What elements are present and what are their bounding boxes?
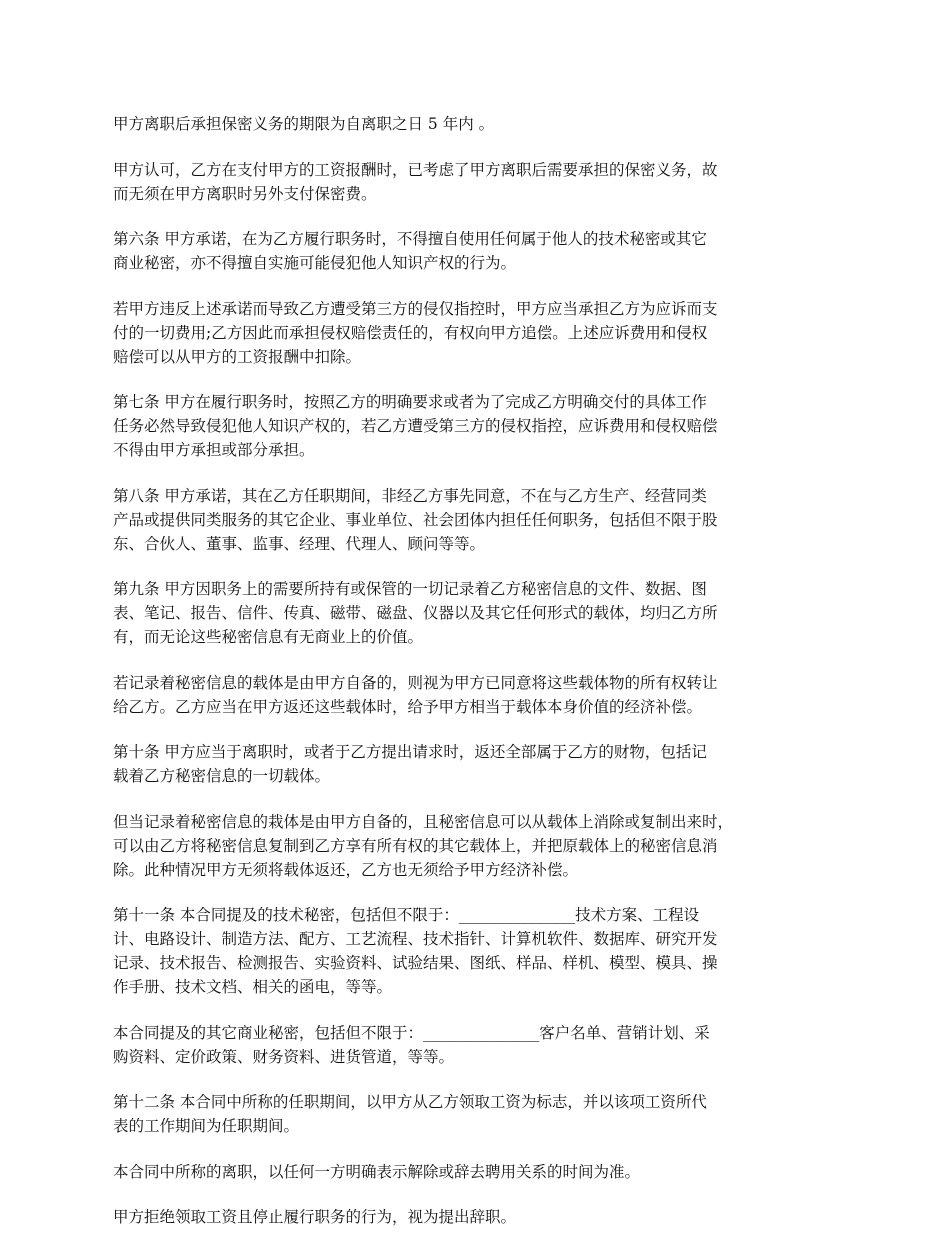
paragraph-infringement-liability: 若甲方违反上述承诺而导致乙方遭受第三方的侵仅指控时，甲方应当承担乙方为应诉而支 付的一切费用;乙方因此而承担侵权赔偿责任的，有权向甲方追偿。上述应诉费用和侵权 赔偿可以从甲方的工资报酬中扣除。: [113, 299, 718, 366]
paragraph-confidentiality-fee: 甲方认可，乙方在支付甲方的工资报酬时，已考虑了甲方离职后需要承担的保密义务，故 而无须在甲方离职时另外支付保密费。: [113, 160, 718, 203]
paragraph-carrier-ownership: 若记录着秘密信息的载体是由甲方自备的，则视为甲方已同意将这些载体物的所有权转让 给乙方。乙方应当在甲方返还这些载体时，给予甲方相当于载体本身价值的经济补偿。: [113, 673, 718, 716]
paragraph-article-7: 第七条 甲方在履行职务时，按照乙方的明确要求或者为了完成乙方明确交付的具体工作 任务必然导致侵犯他人知识产权的，若乙方遭受第三方的侵权指控，应诉费用和侵权赔偿 不得由甲方承担或部分承担。: [113, 393, 718, 459]
paragraph-article-9: 第九条 甲方因职务上的需要所持有或保管的一切记录着乙方秘密信息的文件、数据、图 表、笔记、报告、信件、传真、磁带、磁盘、仪器以及其它任何形式的载体，均归乙方所 有，而无论这些秘密信息有无商业上的价值。: [113, 580, 718, 646]
paragraph-resignation-behavior: 甲方拒绝领取工资且停止履行职务的行为，视为提出辞职。: [113, 1208, 517, 1226]
paragraph-article-6: 第六条 甲方承诺，在为乙方履行职务时，不得擅自使用任何属于他人的技术秘密或其它 商业秘密，亦不得擅自实施可能侵犯他人知识产权的行为。: [113, 230, 707, 272]
paragraph-business-secrets: 本合同提及的其它商业秘密，包括但不限于：_______________客户名单、营销计划、采 购资料、定价政策、财务资料、进货管道，等等。: [113, 1023, 710, 1066]
paragraph-confidentiality-term: 甲方离职后承担保密义务的期限为自离职之日 5 年内 。: [113, 115, 495, 133]
paragraph-carrier-copy: 但当记录着秘密信息的栽体是由甲方自备的，且秘密信息可以从载体上消除或复制出来时， 可以由乙方将秘密信息复制到乙方享有所有权的其它载体上，并把原载体上的秘密信息消 除。此种情况甲方无须将载体返还，乙方也无须给予甲方经济补偿。: [113, 812, 734, 879]
paragraph-article-10: 第十条 甲方应当于离职时，或者于乙方提出请求时，返还全部属于乙方的财物，包括记 载着乙方秘密信息的一切载体。: [113, 743, 707, 785]
paragraph-article-12: 第十二条 本合同中所称的任职期间，以甲方从乙方领取工资为标志，并以该项工资所代 表的工作期间为任职期间。: [113, 1093, 707, 1135]
document-body: [113, 112, 853, 1251]
paragraph-article-8: 第八条 甲方承诺，其在乙方任职期间，非经乙方事先同意，不在与乙方生产、经营同类 产品或提供同类服务的其它企业、事业单位、社会团体内担任任何职务，包括但不限于股 东、合伙人、董事、监事、经理、代理人、顾问等等。: [113, 486, 718, 553]
paragraph-resignation-definition: 本合同中所称的离职，以任何一方明确表示解除或辞去聘用关系的时间为准。: [113, 1162, 641, 1181]
paragraph-article-11: 第十一条 本合同提及的技术秘密，包括但不限于：_______________技术方案、工程设 计、电路设计、制造方法、配方、工艺流程、技术指针、计算机软件、数据库、研究开发 记录、技术报告、检测报告、实验资料、试验结果、图纸、样品、样机、模型、模具、操 作手册、技术文档、相关的函电，等等。: [113, 906, 718, 996]
